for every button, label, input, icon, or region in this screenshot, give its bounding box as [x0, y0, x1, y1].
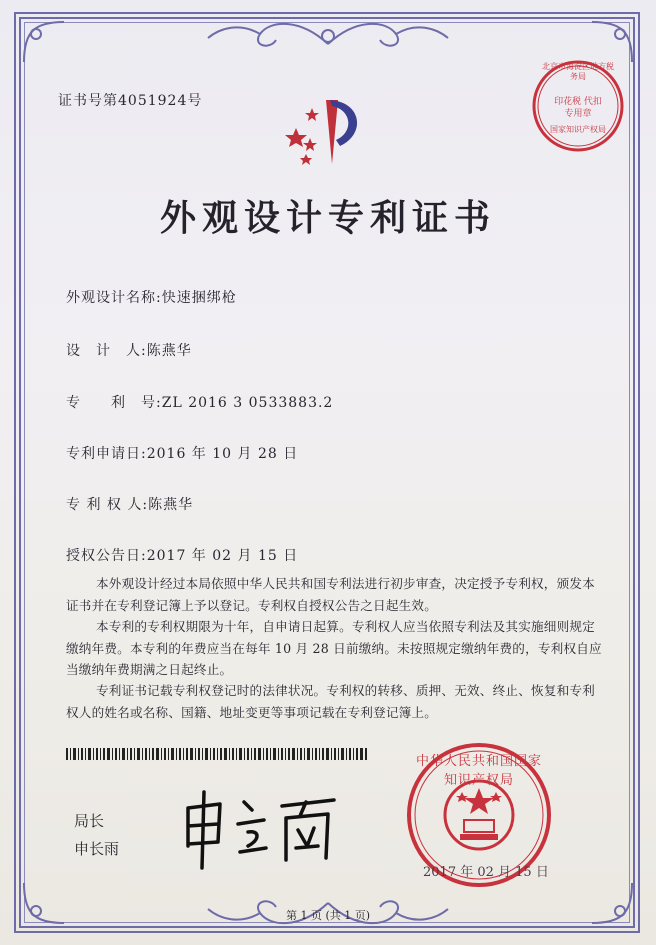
body-paragraph: 本外观设计经过本局依照中华人民共和国专利法进行初步审查，决定授予专利权，颁发本证书并在专利登记簿上予以登记。专利权自授权公告之日起生效。	[66, 576, 595, 613]
certificate-number-suffix: 号	[187, 93, 203, 109]
seal-date: 2017 年 02 月 15 日	[423, 865, 549, 880]
certificate-number-value: 4051924	[118, 93, 188, 109]
field-patentee	[66, 494, 193, 514]
field-label: 设 计 人:	[66, 343, 147, 359]
field-label: 专 利 权 人:	[66, 497, 149, 513]
field-label: 专 利 号:	[66, 395, 162, 411]
field-design-name	[66, 287, 237, 307]
field-value: 2016 年 10 月 28 日	[146, 446, 299, 462]
certificate-number	[58, 90, 202, 110]
handwritten-signature	[178, 786, 348, 872]
barcode-icon	[66, 748, 368, 760]
tax-seal-text: 北京市海淀区地方税务局	[542, 62, 614, 81]
corner-ornament-icon	[582, 873, 642, 933]
tax-seal-bottom: 国家知识产权局	[550, 125, 606, 134]
field-value: 陈燕华	[148, 497, 194, 513]
corner-ornament-icon	[14, 873, 74, 933]
field-value: 陈燕华	[146, 343, 192, 359]
field-patent-number	[66, 392, 333, 412]
certificate-number-label: 证书号第	[58, 93, 118, 109]
tax-seal-inner: 印花税 代扣专用章	[554, 97, 602, 119]
field-designer	[66, 340, 192, 360]
field-application-date	[66, 443, 298, 463]
official-seal-text: 中华人民共和国国家知识产权局	[415, 754, 542, 788]
page-footer: 第 1 页 (共 1 页)	[285, 909, 371, 922]
field-label: 外观设计名称:	[66, 290, 162, 306]
field-value: 2017 年 02 月 15 日	[146, 548, 299, 564]
field-grant-date	[66, 545, 298, 565]
patent-office-logo-icon	[282, 94, 368, 174]
field-value: 快速捆绑枪	[161, 290, 237, 306]
field-value: ZL 2016 3 0533883.2	[161, 395, 334, 411]
body-paragraph: 本专利的专利权期限为十年，自申请日起算。专利权人应当依照专利法及其实施细则规定缴纳年费。本专利的年费应当在每年 10 月 28 日前缴纳。未按照规定缴纳年费的，专利权自应当缴纳年费期满之日起终止。	[66, 619, 602, 677]
field-label: 授权公告日:	[66, 548, 147, 564]
director-title: 局长	[74, 812, 105, 830]
corner-ornament-icon	[14, 12, 74, 72]
director-name: 申长雨	[74, 840, 120, 858]
top-ornament-icon	[200, 14, 456, 54]
field-label: 专利申请日:	[66, 446, 147, 462]
certificate-title: 外观设计专利证书	[159, 197, 496, 239]
body-paragraph: 专利证书记载专利权登记时的法律状况。专利权的转移、质押、无效、终止、恢复和专利权人的姓名或名称、国籍、地址变更等事项记载在专利登记簿上。	[66, 683, 595, 720]
